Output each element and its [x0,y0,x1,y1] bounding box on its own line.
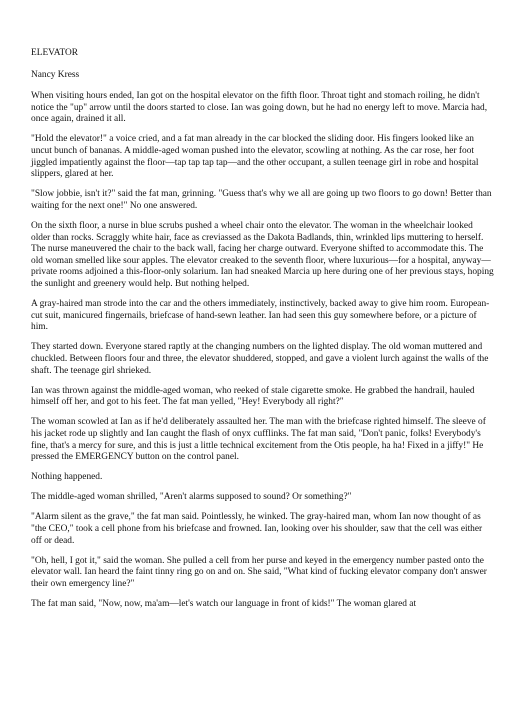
paragraph-5: A gray-haired man strode into the car and the others immediately, instinctively, backed away to give him room. European-cut suit, manicured fingernails, briefcase of hand-sewn leather. Ian had seen this guy somewhere before, or a picture of him. [31,299,490,333]
paragraph-1: When visiting hours ended, Ian got on the hospital elevator on the fifth floor. Throat tight and stomach roiling, he didn't notice the "up" arrow until the doors started to close. Ian was going down, but he had no energy left to move. Marcia had, once again, drained it all. [31,91,488,125]
paragraph-7: Ian was thrown against the middle-aged woman, who reeked of stale cigarette smoke. He grabbed the handrail, hauled himself off her, and got to his feet. The fat man yelled, "Hey! Everybody all right?" [31,385,475,408]
paragraph-13: The fat man said, "Now, now, ma'am—let's watch our language in front of kids!" The woman glared at [31,598,417,609]
story-author: Nancy Kress [31,69,80,80]
paragraph-4: On the sixth floor, a nurse in blue scrubs pushed a wheel chair onto the elevator. The woman in the wheelchair looked older than rocks. Scraggly white hair, face as creviassed as the Dakota Badlands, thin, wrinkled lips muttering to herself. The nurse maneuvered the chair to the back wall, facing her charge outward. Everyone shifted to accommodate this. The old woman smelled like sour apples. The elevator creaked to the seventh floor, where luxurious—for a hospital, anyway—private rooms adjoined a this-floor-only solarium. Ian had sneaked Marcia up here during one of her previous stays, hoping the sunlight and greenery would help. But nothing helped. [31,221,494,289]
paragraph-6: They started down. Everyone stared raptly at the changing numbers on the lighted display. The old woman muttered and chuckled. Between floors four and three, the elevator shuddered, stopped, and gave a violent lurch against the walls of the shaft. The teenage girl shrieked. [31,342,489,376]
paragraph-2: "Hold the elevator!" a voice cried, and a fat man already in the car blocked the sliding door. His fingers looked like an uncut bunch of bananas. A middle-aged woman pushed into the elevator, scowling at nothing. As the car rose, her foot jiggled impatiently against the floor—tap tap tap tap—and the other occupant, a sullen teenage girl in robe and hospital slippers, glared at her. [31,134,479,180]
story-title: ELEVATOR [31,48,79,58]
paragraph-8: The woman scowled at Ian as if he'd deliberately assaulted her. The man with the briefcase righted himself. The sleeve of his jacket rode up slightly and Ian caught the flash of onyx cufflinks. The fat man said, "Don't panic, folks! Everybody's fine, that's a mercy for sure, and this is just a little technical excitement from the Otis people, ha ha! Fixed in a jiffy!" He pressed the EMERGENCY button on the control panel. [31,417,486,463]
paragraph-12: "Oh, hell, I got it," said the woman. She pulled a cell from her purse and keyed in the emergency number pasted onto the elevator wall. Ian heard the faint tinny ring go on and on. She said, "What kind of fucking elevator company don't answer their own emergency line?" [31,555,487,589]
paragraph-11: "Alarm silent as the grave," the fat man said. Pointlessly, he winked. The gray-haired man, whom Ian now thought of as "the CEO," took a cell phone from his briefcase and frowned. Ian, looking over his shoulder, saw that the cell was either off or dead. [31,512,483,546]
paragraph-10: The middle-aged woman shrilled, "Aren't alarms supposed to sound? Or something?" [31,492,352,503]
paragraph-3: "Slow jobbie, isn't it?" said the fat man, grinning. "Guess that's why we all are going up two floors to go down! Better than waiting for the next one!" No one answered. [31,189,492,211]
paragraph-9: Nothing happened. [31,472,103,483]
